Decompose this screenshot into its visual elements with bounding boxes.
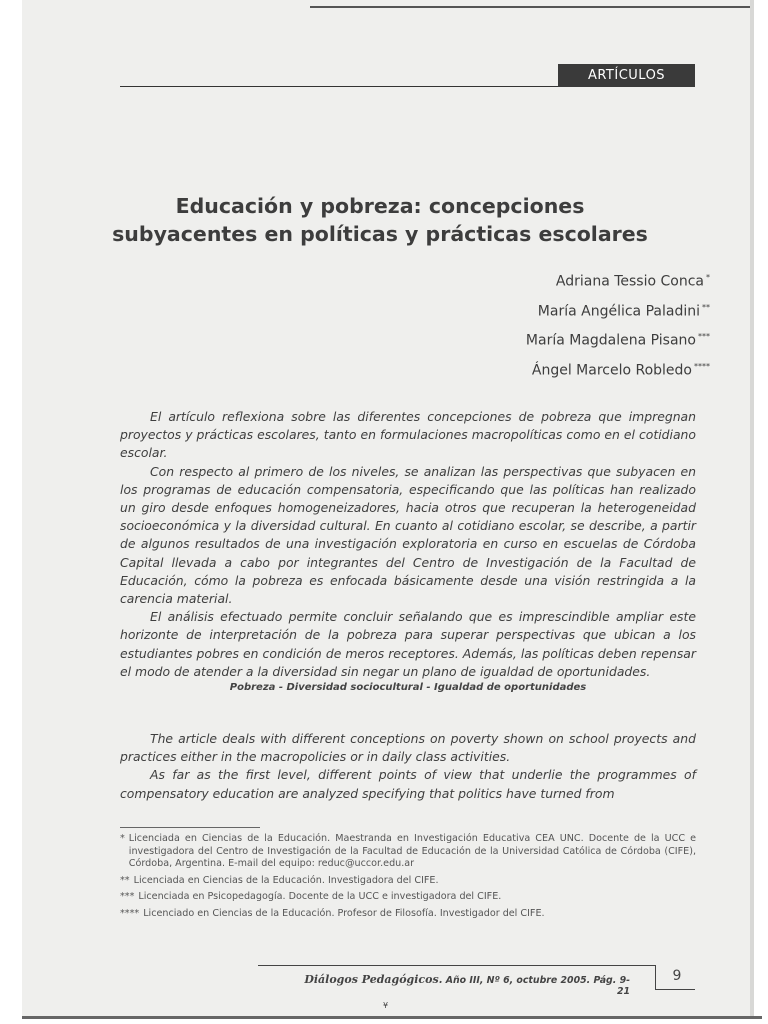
author-list xyxy=(380,265,710,384)
footer-bottom-rule xyxy=(655,989,695,990)
author-item xyxy=(380,265,710,295)
author-name: María Angélica Paladini xyxy=(537,303,700,320)
footnote xyxy=(120,908,696,921)
page-bottom-edge xyxy=(22,1016,762,1019)
journal-issue: Año III, Nº 6, octubre 2005. Pág. 9-21 xyxy=(445,975,630,997)
title-line-2: subyacentes en políticas y prácticas escolares xyxy=(112,222,648,246)
abstract-paragraph: Con respecto al primero de los niveles, se analizan las perspectivas que subyacen en los programas de educación compensatoria, especificando que las políticas han realizado un giro desde enfoques homogeneizadores, hacia otros que recuperan la heterogeneidad socioeconómica y la diversidad cultural. En cuanto al cotidiano escolar, se describe, a partir de algunos resultados de una investigación exploratoria en curso en escuelas de Córdoba Capital llevada a cabo por integrantes del Centro de Investigación de la Facultad de Educación, cómo la pobreza es enfocada básicamente desde una visión restringida a la carencia material. xyxy=(120,463,696,607)
author-footnote-mark: *** xyxy=(698,332,710,342)
footnote xyxy=(120,891,696,904)
footer-vertical-rule xyxy=(655,965,656,989)
footnote-mark: **** xyxy=(120,907,140,919)
author-footnote-mark: **** xyxy=(694,361,710,371)
footnotes xyxy=(120,833,696,925)
top-rule xyxy=(310,6,750,8)
keywords: Pobreza - Diversidad sociocultural - Igualdad de oportunidades xyxy=(229,682,587,693)
author-item xyxy=(380,295,710,325)
journal-citation xyxy=(300,973,630,997)
abstract-spanish xyxy=(120,408,696,681)
author-footnote-mark: ** xyxy=(702,302,710,312)
footnote-mark: ** xyxy=(120,874,130,886)
abstract-paragraph: El análisis efectuado permite concluir señalando que es imprescindible ampliar este horizonte de interpretación de la pobreza para superar perspectivas que ubican a los estudiantes pobres en condición de meros receptores. Además, las políticas deben repensar el modo de atender a la diversidad sin negar un plano de igualdad de oportunidades. xyxy=(120,609,696,679)
footnote-mark: * xyxy=(120,833,125,844)
title-line-1: Educación y pobreza: concepciones xyxy=(175,194,585,218)
footnote-mark: *** xyxy=(120,891,135,903)
author-name: María Magdalena Pisano xyxy=(525,332,696,349)
author-name: Adriana Tessio Conca xyxy=(555,273,704,290)
bottom-mark: ¥ xyxy=(383,1001,389,1010)
section-tag: ARTÍCULOS xyxy=(558,64,695,87)
footnote xyxy=(120,875,696,888)
abstract-english xyxy=(120,730,696,803)
author-item xyxy=(380,354,710,384)
footnote-text: Licenciada en Psicopedagogía. Docente de la UCC e investigadora del CIFE. xyxy=(138,891,502,903)
abstract-paragraph: The article deals with different conceptions on poverty shown on school proyects and practices either in the macropolicies or in daily class activities. xyxy=(120,731,696,765)
author-item xyxy=(380,324,710,354)
footnote-text: Licenciada en Ciencias de la Educación. Maestranda en Investigación Educativa CEA UNC. Docente de la UCC e investigadora del Centro de Investigación de la Facultad de Educación de la Universidad Católica de Córdoba (CIFE), Córdoba, Argentina. E-mail del equipo: reduc@uccor.edu.ar xyxy=(128,833,696,870)
author-footnote-mark: * xyxy=(706,273,710,282)
abstract-paragraph: As far as the first level, different points of view that underlie the programmes of compensatory education are analyzed specifying that politics have turned from xyxy=(120,767,696,801)
footnote-text: Licenciado en Ciencias de la Educación. Profesor de Filosofía. Investigador del CIFE. xyxy=(143,907,545,919)
footnote-text: Licenciada en Ciencias de la Educación. Investigadora del CIFE. xyxy=(133,874,439,886)
footnote-rule xyxy=(120,827,260,828)
footer-rule xyxy=(258,965,656,966)
abstract-paragraph: El artículo reflexiona sobre las diferentes concepciones de pobreza que impregnan proyectos y prácticas escolares, tanto en formulaciones macropolíticas como en el cotidiano escolar. xyxy=(120,409,696,461)
author-name: Ángel Marcelo Robledo xyxy=(531,362,692,379)
journal-name: Diálogos Pedagógicos. xyxy=(304,973,443,986)
article-title xyxy=(100,192,660,248)
footnote xyxy=(120,833,696,871)
page-number: 9 xyxy=(672,968,682,984)
